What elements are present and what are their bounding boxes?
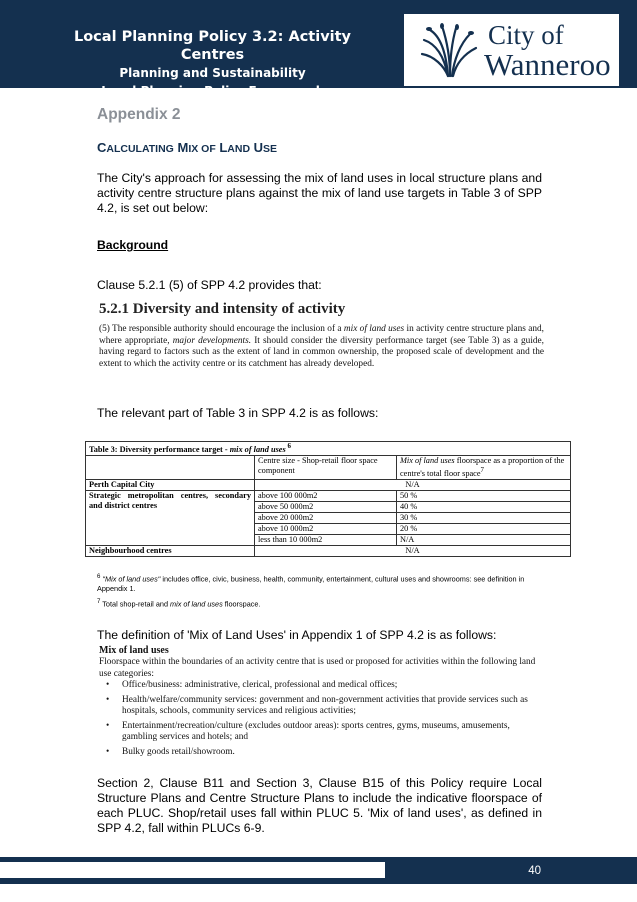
list-item: • Bulky goods retail/showroom. <box>104 747 544 759</box>
mix-percent-cell: N/A <box>397 534 571 545</box>
clause-title: Diversity and intensity of activity <box>132 301 346 317</box>
footnote-text: floorspace. <box>222 599 261 609</box>
clause-heading <box>99 301 345 318</box>
centre-size-cell: above 20 000m2 <box>255 512 397 523</box>
table-title <box>86 442 571 456</box>
background-heading: Background <box>97 238 169 252</box>
title-cap: L <box>215 140 228 155</box>
centre-size-cell: above 10 000m2 <box>255 523 397 534</box>
clause-intro: Clause 5.2.1 (5) of SPP 4.2 provides that: <box>97 278 322 292</box>
logo-name-text: Wanneroo <box>484 47 611 82</box>
logo-city-text: City of <box>488 20 564 50</box>
definition-list <box>104 680 544 762</box>
table-title-row <box>86 442 571 456</box>
definition-title: Mix of land uses <box>99 645 169 656</box>
title-word: SE <box>263 143 278 155</box>
table-row-neighbourhood <box>86 545 571 556</box>
definition-text: Floorspace within the boundaries of an activity centre that is used or proposed for activities within the following land use categories: <box>99 657 536 679</box>
clause-text-part: (5) The responsible authority should encourage the inclusion of a <box>99 324 344 334</box>
footnote-text: includes office, civic, business, health, community, entertainment, cultural uses and showrooms: see definition in Appendix 1. <box>97 574 525 594</box>
table-row-perth <box>86 479 571 490</box>
footnote-7 <box>97 597 547 609</box>
footnote-italic: "Mix of land uses" <box>102 574 161 584</box>
title-word: ALCULATING <box>106 143 174 155</box>
appendix-heading: Appendix 2 <box>97 106 181 123</box>
title-cap: U <box>250 140 264 155</box>
diversity-table <box>85 441 571 557</box>
banksia-icon <box>420 22 478 80</box>
clause-text-part: It should consider the diversity performance target (see Table 3) as a guide, having regard to factors such as the extent of land in common ownership, the proposed scale of development and the extent to which the activity centre or its catchment has already developed. <box>99 335 544 369</box>
table-title-italic: mix of land uses <box>229 444 286 454</box>
clause-text <box>99 324 544 370</box>
department-name: Planning and Sustainability <box>119 66 306 80</box>
section-title <box>97 140 277 155</box>
centre-size-cell: above 100 000m2 <box>255 490 397 501</box>
city-logo <box>404 14 619 86</box>
framework-name: Local Planning Policy Framework <box>101 84 324 98</box>
perth-value: N/A <box>255 479 571 490</box>
policy-title: Local Planning Policy 3.2: Activity Centres <box>73 29 352 63</box>
table-header-mix-italic: Mix of land uses <box>400 455 455 465</box>
table-header-empty <box>86 455 255 479</box>
footnote-text: Total shop-retail and <box>100 599 171 609</box>
centre-size-cell: above 50 000m2 <box>255 501 397 512</box>
list-item: • Entertainment/recreation/culture (excludes outdoor areas): sports centres, gyms, museums, amusements, gambling services and hotels; and <box>104 721 544 744</box>
page-number: 40 <box>528 865 541 877</box>
list-item: • Health/welfare/community services: government and non-government activities that provide services such as hospitals, schools, community services and religious activities; <box>104 695 544 718</box>
perth-label: Perth Capital City <box>86 479 255 490</box>
table-intro: The relevant part of Table 3 in SPP 4.2 is as follows: <box>97 406 379 420</box>
table-title-text: Table 3: Diversity performance target - <box>89 444 230 454</box>
footnote-number: 7 <box>97 598 101 605</box>
mix-percent-cell: 40 % <box>397 501 571 512</box>
title-word: IX OF <box>188 143 216 155</box>
table-header-row <box>86 455 571 479</box>
page-header <box>0 0 637 98</box>
clause-text-italic: major developments. <box>172 335 252 346</box>
clause-text-italic: mix of land uses <box>343 324 405 334</box>
clause-number: 5.2.1 <box>99 301 129 317</box>
mix-percent-cell: 20 % <box>397 523 571 534</box>
title-word: AND <box>227 143 251 155</box>
mix-percent-cell: 50 % <box>397 490 571 501</box>
footer-stripe <box>0 862 385 878</box>
definition-intro: The definition of 'Mix of Land Uses' in Appendix 1 of SPP 4.2 is as follows: <box>97 628 497 642</box>
closing-paragraph: Section 2, Clause B11 and Section 3, Clause B15 of this Policy require Local Structure Plans and Centre Structure Plans to include the indicative floorspace of each PLUC. Shop/retail uses fall within PLUC 5. 'Mix of land uses', as defined in SPP 4.2, fall within PLUCs 6-9. <box>97 776 542 835</box>
table-header-mix <box>397 455 571 479</box>
mix-percent-cell: 30 % <box>397 512 571 523</box>
list-item: • Office/business: administrative, clerical, professional and medical offices; <box>104 680 544 692</box>
table-title-sup: 6 <box>285 443 291 450</box>
title-cap: C <box>97 140 107 155</box>
strategic-label: Strategic metropolitan centres, secondary and district centres <box>86 490 255 545</box>
footnote-6 <box>97 572 547 594</box>
title-cap: M <box>173 140 189 155</box>
neighbourhood-value: N/A <box>255 545 571 556</box>
intro-paragraph: The City's approach for assessing the mix of land uses in local structure plans and activity centre structure plans against the mix of land use targets in Table 3 of SPP 4.2, is set out below: <box>97 171 542 215</box>
footnote-italic: mix of land uses <box>170 599 223 609</box>
footnote-number: 6 <box>97 573 101 580</box>
table-header-centre-size: Centre size - Shop-retail floor space component <box>255 455 397 479</box>
table-header-mix-sup: 7 <box>480 466 484 474</box>
table-row <box>86 490 571 501</box>
centre-size-cell: less than 10 000m2 <box>255 534 397 545</box>
table-header-mix-text: floorspace as a proportion of the centre's total floor space <box>400 455 565 478</box>
neighbourhood-label: Neighbourhood centres <box>86 545 255 556</box>
clause-text-part: in activity centre structure plans and, where appropriate, <box>99 324 544 346</box>
header-text <box>40 28 385 100</box>
